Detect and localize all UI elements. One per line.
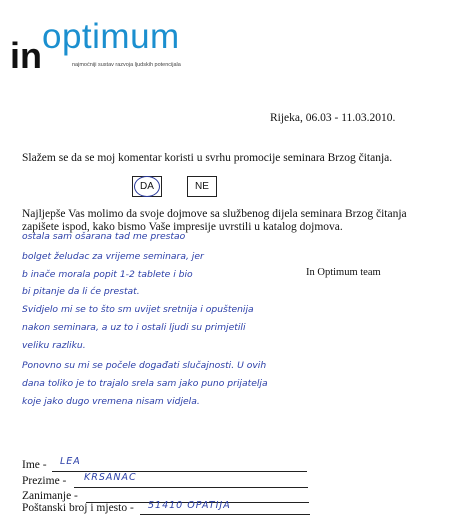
comment-line: dana toliko je to trajalo srela sam jako puno prijatelja (22, 378, 268, 389)
comment-line: b inače morala popit 1-2 tablete i bio (22, 269, 193, 280)
comment-line: ostala sam ošarana tad me prestao (22, 231, 186, 242)
comment-line: Svidjelo mi se to što sm uvijet sretnija i opuštenija (22, 304, 254, 315)
request-paragraph: Najljepše Vas molimo da svoje dojmove sa službenog dijela seminara Brzog čitanja zapišete ispod, kako bismo Vaše impresije uvrstili u katalog dojmova. (22, 208, 407, 233)
ime-label: Ime - (22, 459, 47, 471)
prezime-value[interactable]: KRSANAC (84, 472, 137, 483)
consent-statement: Slažem se da se moj komentar koristi u svrhu promocije seminara Brzog čitanja. (22, 152, 393, 164)
option-da-checkbox[interactable]: DA (132, 176, 162, 197)
comment-line: bi pitanje da li će prestat. (22, 286, 140, 297)
comment-line: bolget želudac za vrijeme seminara, jer (22, 251, 204, 262)
postanski-label: Poštanski broj i mjesto - (22, 502, 134, 514)
zanimanje-label: Zanimanje - (22, 490, 78, 502)
logo-prefix: in (10, 35, 42, 76)
prezime-underline (74, 487, 308, 488)
logo-tagline: najmoćniji sustav razvoja ljudskih potencijala (72, 62, 181, 68)
document-date: Rijeka, 06.03 - 11.03.2010. (270, 112, 396, 124)
comment-line: koje jako dugo vremena nisam vidjela. (22, 396, 200, 407)
ime-value[interactable]: LEA (60, 456, 81, 467)
selected-option-circle (134, 176, 160, 197)
postanski-value[interactable]: 51410 OPATIJA (148, 500, 231, 511)
logo-brand: optimum (42, 17, 180, 56)
comment-line: Ponovno su mi se počele događati slučajnosti. U ovih (22, 360, 267, 371)
option-ne-checkbox[interactable]: NE (187, 176, 217, 197)
prezime-label: Prezime - (22, 475, 67, 487)
team-signature: In Optimum team (306, 267, 381, 278)
in-optimum-logo (10, 18, 250, 76)
comment-line: veliku razliku. (22, 340, 86, 351)
comment-line: nakon seminara, a uz to i ostali ljudi su primjetili (22, 322, 246, 333)
